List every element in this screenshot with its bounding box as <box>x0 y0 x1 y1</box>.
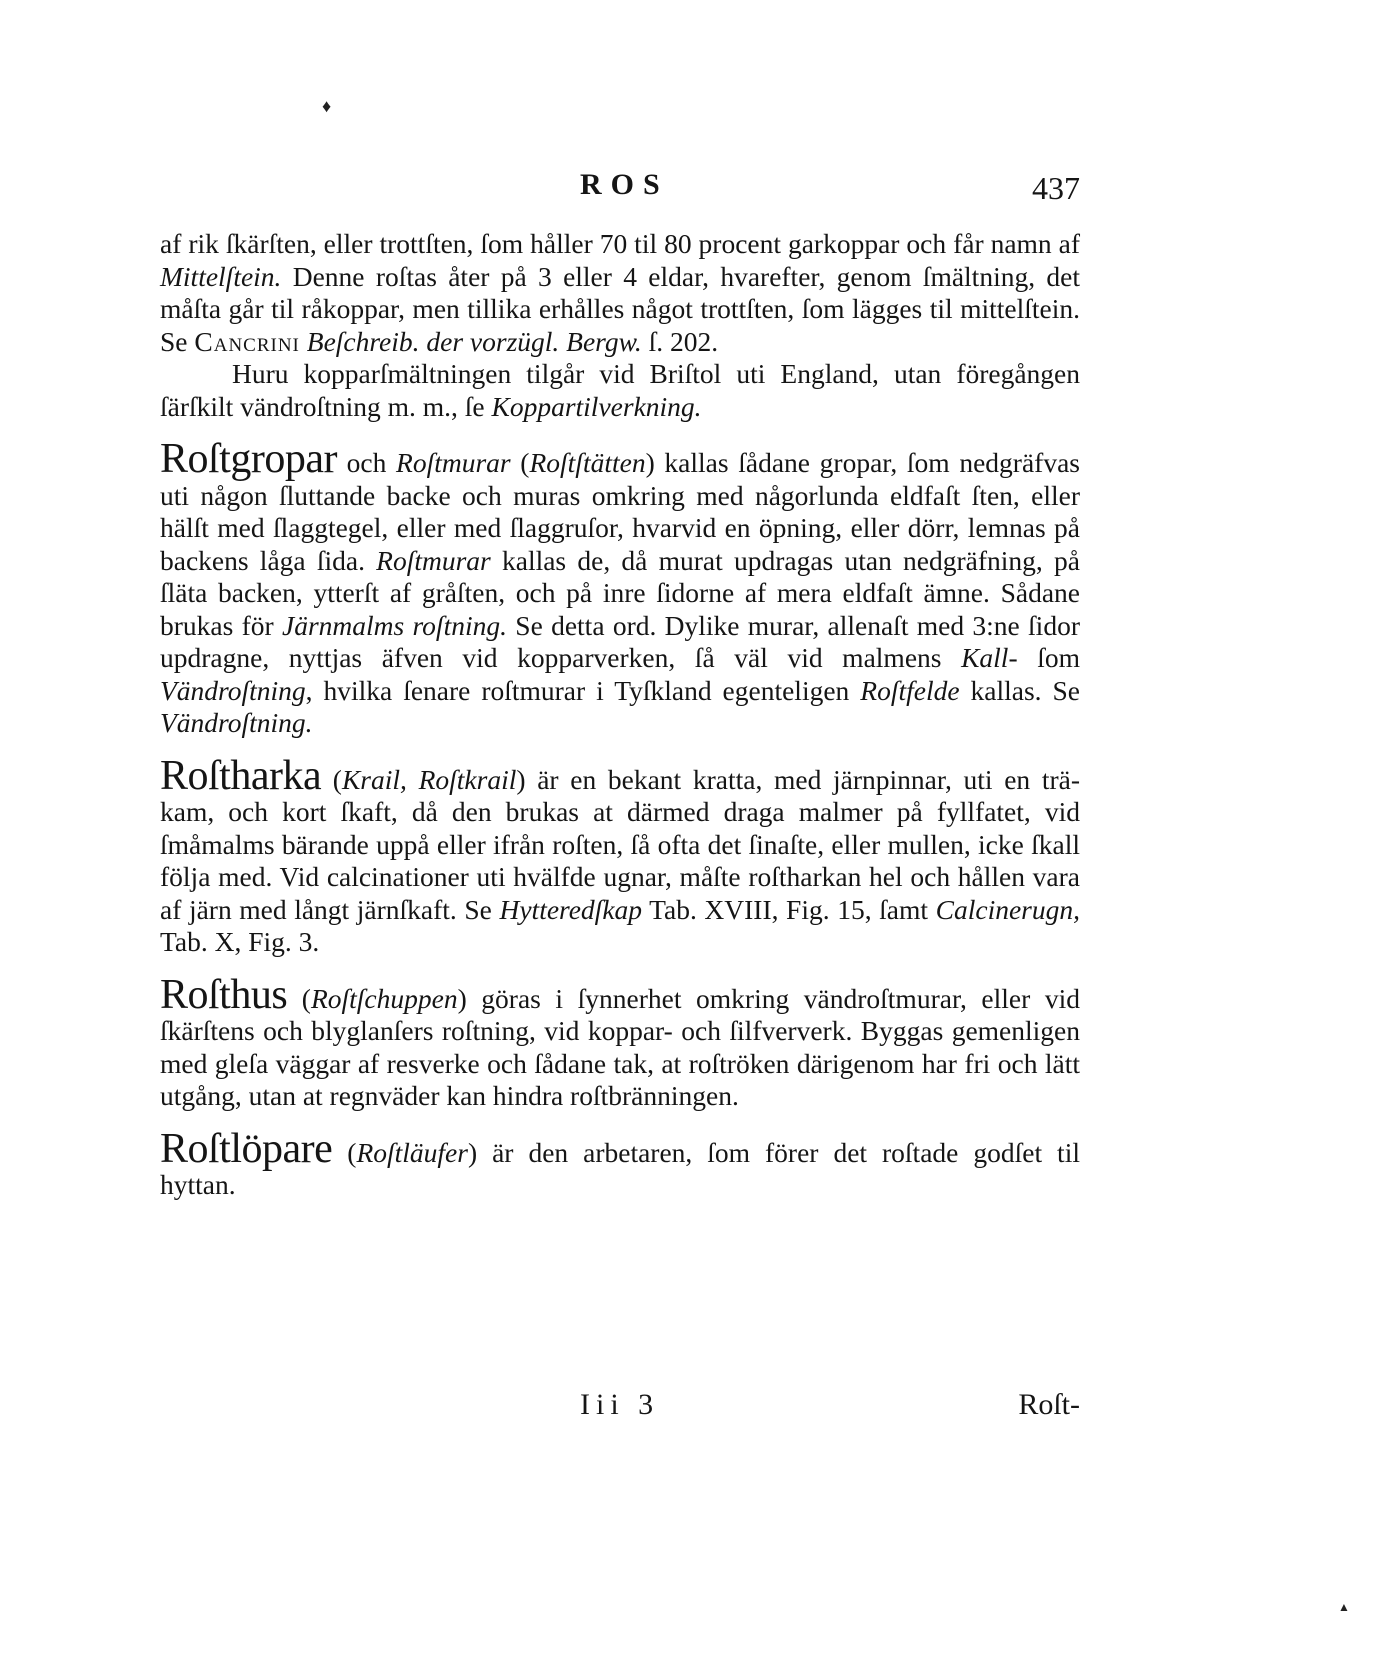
ink-speck: ▲ <box>1338 1600 1350 1614</box>
text-run: af rik ſkärſten, eller trottſten, ſom håller 70 til 80 procent garkoppar och får namn af <box>160 228 1080 259</box>
italic-term: Koppartilverkning. <box>491 390 702 422</box>
text-run: Tab. XVIII, Fig. 15, ſamt <box>642 893 936 925</box>
text-run: ( <box>332 1136 357 1168</box>
text-run: ( <box>321 763 342 795</box>
italic-term: Roſtſtätten <box>529 447 646 478</box>
text-run: , hvilka ſenare roſtmurar i Tyſkland egenteligen <box>305 674 861 706</box>
entry-rostharka <box>160 752 1081 959</box>
text-run: ) är en bekant kratta, med järnpinnar, uti en trä-kam, och kort ſkaft, då den brukas at därmed draga malmer på fyllfatet, vid ſmåmalms bärande uppå eller ifrån roſten, ſå ofta det ſinaſte, eller mullen, icke ſkall följa med. Vid calcinationer uti hvälfde ugnar, måſte roſtharkan hel och hållen vara af järn med långt järnſkaft. Se <box>160 763 1081 925</box>
entry-rostlopare <box>160 1125 1080 1202</box>
italic-term: Roſtmurar <box>376 544 491 576</box>
text-run: ) är den arbetaren, ſom förer det roſtade godſet til hyttan. <box>160 1136 1080 1200</box>
italic-term: Vändroſtning <box>160 674 306 706</box>
text-run: ſom <box>1017 642 1080 673</box>
italic-term: Roſtfelde <box>860 674 960 706</box>
text-run: och <box>336 447 397 478</box>
entry-rosthus <box>160 971 1080 1113</box>
italic-term: Krail, Roſtkrail <box>341 763 517 795</box>
italic-term: Järnmalms roſtning. <box>281 609 507 641</box>
text-run: kallas. Se <box>959 674 1080 706</box>
italic-term: Beſchreib. der vorzügl. Bergw. <box>306 325 642 357</box>
headword: Roſtgropar <box>160 436 337 482</box>
text-run: ) kallas ſådane gropar, ſom nedgräfvas uti någon ſluttande backe och muras omkring med någorlunda eldfaſt ſten, eller hälſt med ſlaggtegel, eller med ſlaggruſor, hvarvid en öpning, eller dörr, lemnas på backens låga ſida. <box>160 447 1080 576</box>
text-run: ſ. 202. <box>641 325 719 357</box>
text-run: Cancrini <box>194 325 300 357</box>
italic-term: Roſtmurar <box>396 447 511 478</box>
ink-speck: ♦ <box>322 96 332 116</box>
italic-term: Roſtläufer <box>356 1136 468 1168</box>
entry-rostgropar <box>160 436 1080 740</box>
paragraph-bristol <box>160 358 1080 423</box>
italic-term: Roſtſchuppen <box>310 982 458 1014</box>
text-run: Huru kopparſmältningen tilgår vid Briſtol uti England, utan föregången ſärſkilt vändroſtning m. m., ſe <box>160 358 1080 422</box>
italic-term: Calcinerugn, <box>935 893 1080 925</box>
text-run: ) göras i ſynnerhet omkring vändroſtmurar, eller vid ſkärſtens och blyglanſers roſtning, vid koppar- och ſilfververk. Byggas gemenligen med gleſa väggar af resverke och ſådane tak, at roſtröken därigenom har fri och lätt utgång, utan at regnväder kan hindra roſtbränningen. <box>160 982 1080 1111</box>
page-footer <box>160 1388 1080 1428</box>
paragraph-continuation <box>160 228 1080 358</box>
italic-term: Vändroſtning. <box>160 707 313 738</box>
headword: Roſthus <box>160 971 288 1018</box>
italic-term: Mittelſtein. <box>160 260 282 292</box>
catchword: Roſt- <box>1018 1388 1080 1421</box>
italic-term: Kall- <box>961 642 1018 673</box>
text-run: Tab. X, Fig. 3. <box>160 926 320 957</box>
italic-term: Hytteredſkap <box>499 893 643 925</box>
text-run: Denne roſtas åter på 3 eller 4 eldar, hvarefter, genom ſmältning, det måſta går til råkoppar, men tillika erhålles något trottſten, ſom lägges til mittelſtein. Se <box>160 260 1080 357</box>
running-head: ROS <box>580 168 669 201</box>
page-body <box>160 228 1080 1202</box>
page-number: 437 <box>1032 170 1080 206</box>
text-run: ( <box>287 982 311 1014</box>
headword: Roſtharka <box>160 752 322 799</box>
signature-mark: Iii 3 <box>580 1388 660 1421</box>
text-run: ( <box>510 447 530 478</box>
text-run <box>300 326 307 357</box>
page-header <box>160 168 1080 216</box>
headword: Roſtlöpare <box>160 1125 333 1172</box>
text-run: Se detta ord. Dylike murar, allenaſt med 3:ne ſidor updragne, nyttjas äfven vid kopparverken, ſå väl vid malmens <box>160 609 1080 673</box>
text-run: kallas de, då murat updragas utan nedgräfning, på ſläta backen, ytterſt af gråſten, och på inre ſidorne af mera eldfaſt ämne. Sådane brukas för <box>160 544 1080 641</box>
